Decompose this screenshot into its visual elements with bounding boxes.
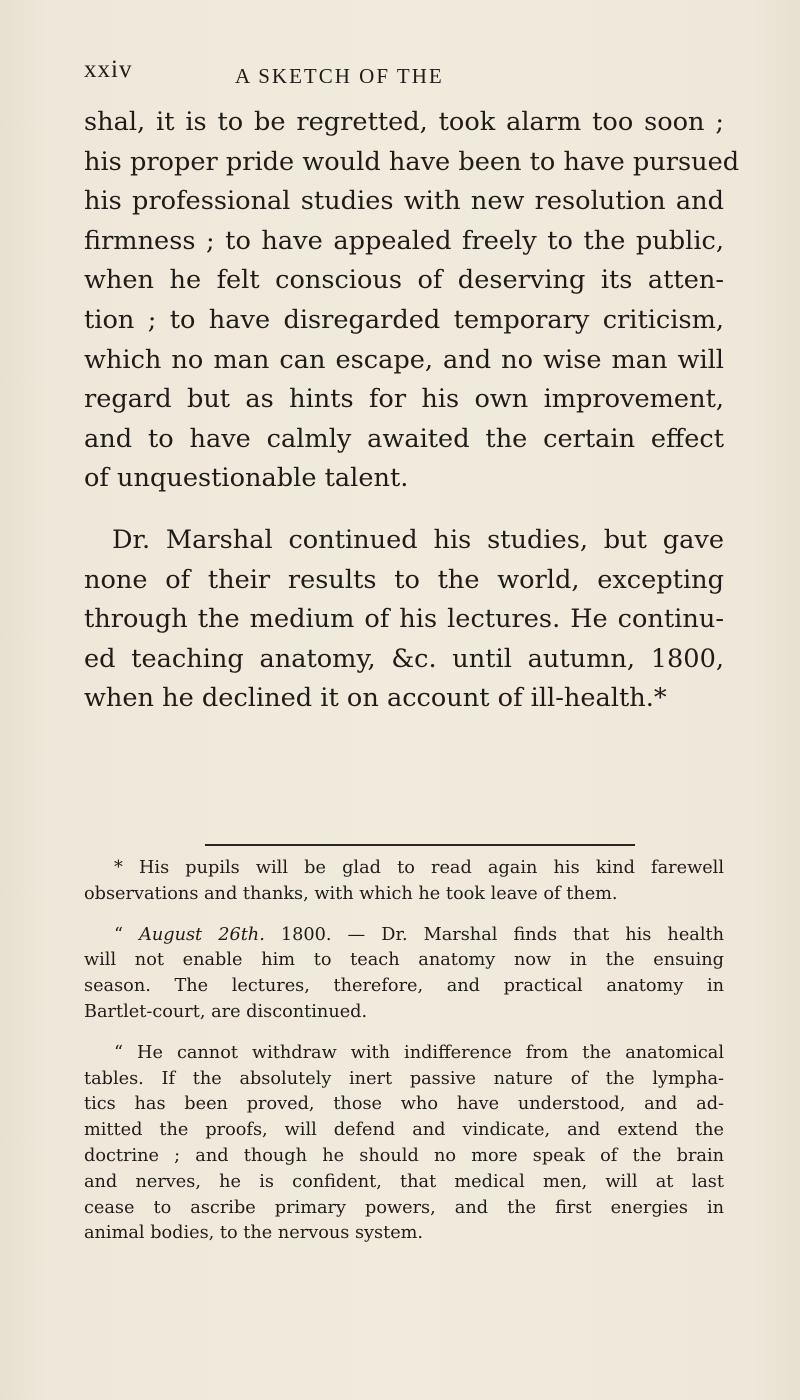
- footnote-line: animal bodies, to the nervous system.: [84, 1223, 424, 1244]
- footnote-gap: [84, 908, 724, 923]
- text-line: firmness ; to have appealed freely to the public,: [84, 225, 724, 256]
- footnote-line: observations and thanks, with which he took leave of them.: [84, 883, 618, 904]
- footnote-line: doctrine ; and though he should no more speak of the brain: [84, 1145, 724, 1166]
- paragraph-1: [84, 103, 740, 499]
- footnote-line: [84, 923, 724, 949]
- text-line: of unquestionable talent.: [84, 463, 409, 494]
- footnote-line: cease to ascribe primary powers, and the first energies in: [84, 1197, 724, 1218]
- text-line: Dr. Marshal continued his studies, but gave: [112, 524, 724, 555]
- text-line: shal, it is to be regretted, took alarm too soon ;: [84, 107, 724, 137]
- footnote-3: [84, 1041, 724, 1247]
- footnote-line-rest: 1800. — Dr. Marshal finds that his health: [264, 924, 724, 945]
- running-head: [0, 56, 800, 96]
- footnote-line: tables. If the absolutely inert passive nature of the lympha-: [84, 1068, 724, 1089]
- main-text: [84, 103, 740, 719]
- text-line: which no man can escape, and no wise man will: [84, 344, 724, 375]
- text-line: through the medium of his lectures. He continu-: [84, 604, 724, 635]
- text-line: and to have calmly awaited the certain effect: [84, 423, 724, 454]
- running-head-title: A SKETCH OF THE: [235, 64, 444, 88]
- text-line: tion ; to have disregarded temporary criticism,: [84, 304, 724, 335]
- footnotes: [84, 856, 724, 1247]
- paragraph-gap: [84, 499, 724, 521]
- footnote-line: will not enable him to teach anatomy now in the ensuing: [84, 950, 724, 971]
- paragraph-2: [84, 521, 724, 719]
- footnote-gap: [84, 1026, 724, 1041]
- text-line: his proper pride would have been to have pursued: [84, 146, 740, 177]
- text-line: when he felt conscious of deserving its atten-: [84, 265, 724, 296]
- text-line: his professional studies with new resolution and: [84, 186, 724, 217]
- text-line: none of their results to the world, excepting: [84, 564, 724, 595]
- footnote-line: season. The lectures, therefore, and practical anatomy in: [84, 976, 724, 997]
- footnote-line: mitted the proofs, will defend and vindicate, and extend the: [84, 1120, 724, 1141]
- footnote-line: * His pupils will be glad to read again his kind farewell: [114, 858, 724, 878]
- footnote-line: “ He cannot withdraw with indifference from the anatomical: [114, 1042, 724, 1063]
- footnote-line: Bartlet-court, are discontinued.: [84, 1001, 368, 1022]
- footnote-open-quote: “: [114, 924, 140, 945]
- text-line: ed teaching anatomy, &c. until autumn, 1800,: [84, 643, 724, 674]
- footnote-line: and nerves, he is confident, that medical men, will at last: [84, 1171, 724, 1192]
- footnote-1: [84, 856, 724, 908]
- text-line: regard but as hints for his own improvement,: [84, 384, 724, 415]
- text-line: when he declined it on account of ill-health.*: [84, 683, 667, 714]
- page-number: xxiv: [84, 56, 133, 83]
- footnote-date: August 26th.: [139, 924, 265, 945]
- footnote-2: [84, 923, 724, 1026]
- footnote-line: tics has been proved, those who have understood, and ad-: [84, 1094, 724, 1115]
- footnote-rule: [205, 844, 635, 846]
